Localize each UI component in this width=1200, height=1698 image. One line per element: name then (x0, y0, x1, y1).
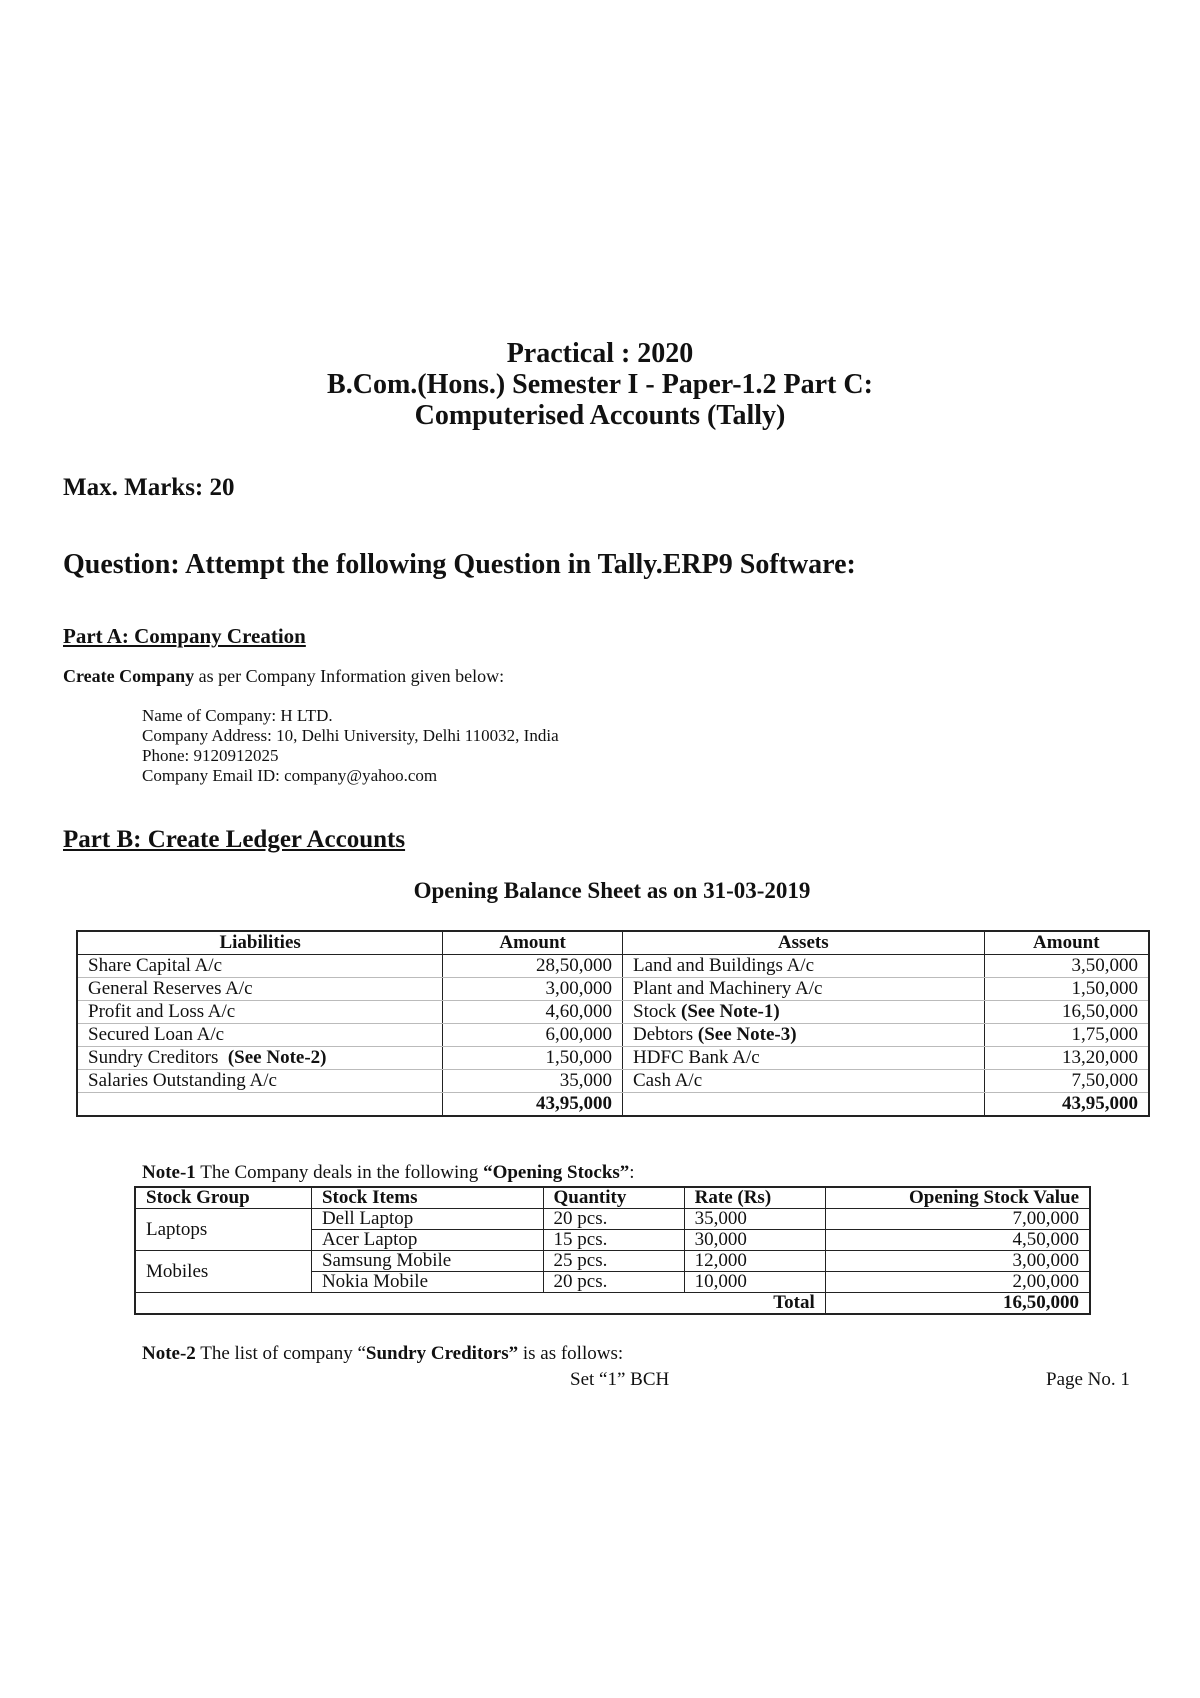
total-assets: 43,95,000 (984, 1093, 1149, 1117)
stock-total-value: 16,50,000 (825, 1293, 1090, 1315)
total-blank-asset (623, 1093, 985, 1117)
intro-bold: Create Company (63, 666, 195, 686)
asset-cell-text: Stock (633, 1001, 682, 1022)
asset-cell (623, 1047, 985, 1070)
liability-cell (77, 1024, 443, 1047)
asset-cell-text: (See Note-1) (681, 1001, 780, 1022)
value-cell: 3,00,000 (825, 1251, 1090, 1272)
rate-cell: 12,000 (684, 1251, 825, 1272)
asset-cell (623, 1024, 985, 1047)
table-row (77, 1047, 1149, 1070)
quantity-cell: 15 pcs. (543, 1230, 684, 1251)
liability-amount-text: 3,00,000 (545, 978, 612, 999)
total-liabilities: 43,95,000 (443, 1093, 623, 1117)
asset-amount-text: 1,75,000 (1071, 1024, 1138, 1045)
liability-amount-text: 28,50,000 (536, 955, 612, 976)
header-stock-items: Stock Items (311, 1187, 543, 1209)
footer-page-number: Page No. 1 (1046, 1369, 1130, 1390)
value-cell: 2,00,000 (825, 1272, 1090, 1293)
balance-rows (77, 955, 1149, 1093)
header-stock-group: Stock Group (135, 1187, 311, 1209)
header-amount-asset: Amount (984, 931, 1149, 955)
rate-cell: 30,000 (684, 1230, 825, 1251)
stock-item-cell: Samsung Mobile (311, 1251, 543, 1272)
asset-amount-text: 3,50,000 (1071, 955, 1138, 976)
balance-sheet-table (76, 930, 1150, 1117)
header-amount-liab: Amount (443, 931, 623, 955)
note2-label: Note-2 (142, 1343, 196, 1364)
asset-cell (623, 1070, 985, 1093)
rate-cell: 10,000 (684, 1272, 825, 1293)
note1-text: The Company deals in the following (195, 1162, 484, 1183)
asset-amount (984, 978, 1149, 1001)
liability-amount-text: 35,000 (559, 1070, 612, 1091)
title-line-1: Practical : 2020 (506, 338, 694, 369)
liability-amount (443, 1047, 623, 1070)
table-row (77, 978, 1149, 1001)
asset-amount (984, 1070, 1149, 1093)
max-marks: Max. Marks: 20 (63, 474, 235, 501)
balance-total-row (77, 1093, 1149, 1117)
liability-cell (77, 1047, 443, 1070)
value-cell: 7,00,000 (825, 1209, 1090, 1230)
stock-group-cell: Laptops (135, 1209, 311, 1251)
note1-label: Note-1 (142, 1162, 196, 1183)
liability-amount (443, 1001, 623, 1024)
table-row (135, 1209, 1090, 1230)
asset-amount (984, 955, 1149, 978)
asset-cell-text: Cash A/c (633, 1070, 703, 1091)
stock-table (134, 1186, 1091, 1315)
title-line-2: B.Com.(Hons.) Semester I - Paper-1.2 Part C: (327, 369, 873, 400)
liability-amount (443, 1024, 623, 1047)
part-b-heading: Part B: Create Ledger Accounts (63, 826, 406, 853)
table-row (77, 1024, 1149, 1047)
asset-cell-text: HDFC Bank A/c (633, 1047, 760, 1068)
note2-text: The list of company “ (195, 1343, 366, 1364)
balance-sheet-title: Opening Balance Sheet as on 31-03-2019 (413, 878, 811, 903)
liability-cell (77, 978, 443, 1001)
header-opening-value: Opening Stock Value (825, 1187, 1090, 1209)
asset-amount (984, 1047, 1149, 1070)
company-address: Company Address: 10, Delhi University, Delhi 110032, India (142, 726, 559, 745)
liability-cell-text: Share Capital A/c (88, 955, 223, 976)
asset-amount (984, 1001, 1149, 1024)
asset-amount-text: 7,50,000 (1071, 1070, 1138, 1091)
title-line-3: Computerised Accounts (Tally) (414, 400, 786, 431)
asset-cell-text: Land and Buildings A/c (633, 955, 815, 976)
company-email: Company Email ID: company@yahoo.com (142, 766, 438, 785)
stock-total-label: Total (135, 1293, 825, 1315)
liability-amount-text: 6,00,000 (545, 1024, 612, 1045)
stock-group-cell: Mobiles (135, 1251, 311, 1293)
asset-cell (623, 955, 985, 978)
liability-cell-text: Secured Loan A/c (88, 1024, 225, 1045)
stock-item-cell: Dell Laptop (311, 1209, 543, 1230)
liability-amount (443, 978, 623, 1001)
liability-cell-text: (See Note-2) (227, 1047, 327, 1068)
liability-cell-text: General Reserves A/c (88, 978, 253, 999)
liability-cell-text: Profit and Loss A/c (88, 1001, 236, 1022)
liability-cell-text: Salaries Outstanding A/c (88, 1070, 277, 1091)
liability-cell (77, 955, 443, 978)
header-assets: Assets (623, 931, 985, 955)
stock-rows (135, 1209, 1090, 1293)
intro-rest: as per Company Information given below: (194, 666, 505, 686)
total-blank-liab (77, 1093, 443, 1117)
asset-amount-text: 1,50,000 (1071, 978, 1138, 999)
quantity-cell: 20 pcs. (543, 1272, 684, 1293)
part-a-heading: Part A: Company Creation (63, 624, 306, 648)
table-row (77, 1070, 1149, 1093)
table-row (77, 1001, 1149, 1024)
asset-amount-text: 13,20,000 (1062, 1047, 1138, 1068)
note1-quoted: “Opening Stocks” (483, 1162, 630, 1183)
company-phone: Phone: 9120912025 (142, 746, 279, 765)
asset-amount-text: 16,50,000 (1062, 1001, 1138, 1022)
liability-amount-text: 4,60,000 (545, 1001, 612, 1022)
note1-tail: : (629, 1162, 635, 1183)
header-liabilities: Liabilities (77, 931, 443, 955)
liability-cell (77, 1070, 443, 1093)
rate-cell: 35,000 (684, 1209, 825, 1230)
asset-cell-text: Debtors (633, 1024, 698, 1045)
header-rate: Rate (Rs) (684, 1187, 825, 1209)
header-quantity: Quantity (543, 1187, 684, 1209)
quantity-cell: 25 pcs. (543, 1251, 684, 1272)
liability-cell (77, 1001, 443, 1024)
quantity-cell: 20 pcs. (543, 1209, 684, 1230)
footer-set: Set “1” BCH (570, 1369, 670, 1390)
company-name: Name of Company: H LTD. (142, 706, 333, 725)
note2-bold: Sundry Creditors” (365, 1343, 519, 1364)
liability-amount (443, 955, 623, 978)
asset-cell (623, 1001, 985, 1024)
note2-tail: is as follows: (518, 1343, 624, 1364)
asset-cell (623, 978, 985, 1001)
stock-total-row (135, 1293, 1090, 1315)
table-row (77, 955, 1149, 978)
value-cell: 4,50,000 (825, 1230, 1090, 1251)
part-a-intro (63, 666, 504, 687)
liability-cell-text: Sundry Creditors (88, 1047, 228, 1068)
question-heading: Question: Attempt the following Question in Tally.ERP9 Software: (63, 549, 856, 580)
table-row (135, 1251, 1090, 1272)
liability-amount (443, 1070, 623, 1093)
liability-amount-text: 1,50,000 (545, 1047, 612, 1068)
document-title (0, 338, 1200, 431)
note-1 (142, 1162, 635, 1184)
asset-cell-text: Plant and Machinery A/c (633, 978, 823, 999)
asset-amount (984, 1024, 1149, 1047)
note-2 (142, 1343, 623, 1365)
stock-item-cell: Acer Laptop (311, 1230, 543, 1251)
stock-item-cell: Nokia Mobile (311, 1272, 543, 1293)
company-info (142, 706, 559, 786)
asset-cell-text: (See Note-3) (697, 1024, 797, 1045)
